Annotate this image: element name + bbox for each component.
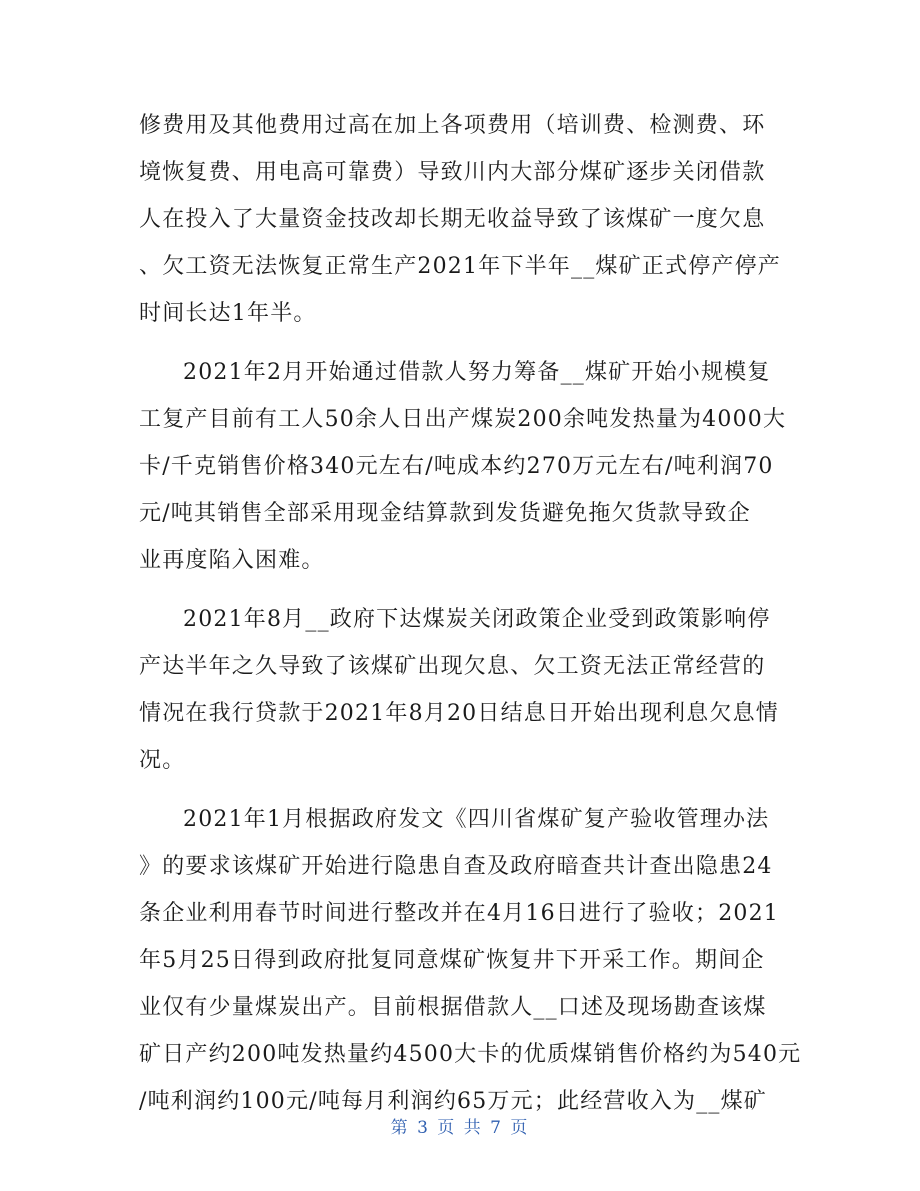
paragraph-4 [139, 796, 802, 1125]
paragraph-3 [139, 596, 782, 784]
text-line: 元/吨其销售全部采用现金结算款到发货避免拖欠货款导致企 [139, 501, 751, 526]
paragraph-2 [139, 349, 787, 584]
text-line: /吨利润约100元/吨每月利润约65万元；此经营收入为__煤矿 [139, 1089, 768, 1114]
text-line: 业再度陷入困难。 [139, 548, 325, 573]
paragraph-spacer [139, 584, 782, 596]
text-line: 工复产目前有工人50余人日出产煤炭200余吨发热量为4000大 [139, 407, 787, 432]
text-line: 2021年1月根据政府发文《四川省煤矿复产验收管理办法 [183, 807, 770, 832]
text-line: 时间长达1年半。 [139, 301, 317, 326]
text-line: 》的要求该煤矿开始进行隐患自查及政府暗查共计查出隐患24 [139, 854, 773, 879]
text-line: 卡/千克销售价格340元左右/吨成本约270万元左右/吨利润70 [139, 454, 774, 479]
text-line: 2021年8月__政府下达煤炭关闭政策企业受到政策影响停 [183, 607, 771, 632]
page-number: 第 3 页 共 7 页 [390, 1118, 530, 1138]
text-line: 境恢复费、用电高可靠费）导致川内大部分煤矿逐步关闭借款 [139, 160, 766, 185]
text-line: 况。 [139, 748, 186, 773]
text-line: 业仅有少量煤炭出产。目前根据借款人__口述及现场勘查该煤 [139, 995, 767, 1020]
text-line: 产达半年之久导致了该煤矿出现欠息、欠工资无法正常经营的 [139, 654, 766, 679]
document-body [139, 102, 802, 1125]
paragraph-1 [139, 102, 782, 337]
text-line: 矿日产约200吨发热量约4500大卡的优质煤销售价格约为540元 [139, 1042, 802, 1067]
text-line: 修费用及其他费用过高在加上各项费用（培训费、检测费、环 [139, 113, 766, 138]
text-line: 年5月25日得到政府批复同意煤矿恢复井下开采工作。期间企 [139, 948, 765, 973]
paragraph-spacer [139, 337, 782, 349]
text-line: 情况在我行贷款于2021年8月20日结息日开始出现利息欠息情 [139, 701, 779, 726]
paragraph-spacer [139, 784, 782, 796]
text-line: 人在投入了大量资金技改却长期无收益导致了该煤矿一度欠息 [139, 207, 766, 232]
text-line: 条企业利用春节时间进行整改并在4月16日进行了验收；2021 [139, 901, 779, 926]
text-line: 2021年2月开始通过借款人努力筹备__煤矿开始小规模复 [183, 360, 771, 385]
text-line: 、欠工资无法恢复正常生产2021年下半年__煤矿正式停产停产 [139, 254, 781, 279]
